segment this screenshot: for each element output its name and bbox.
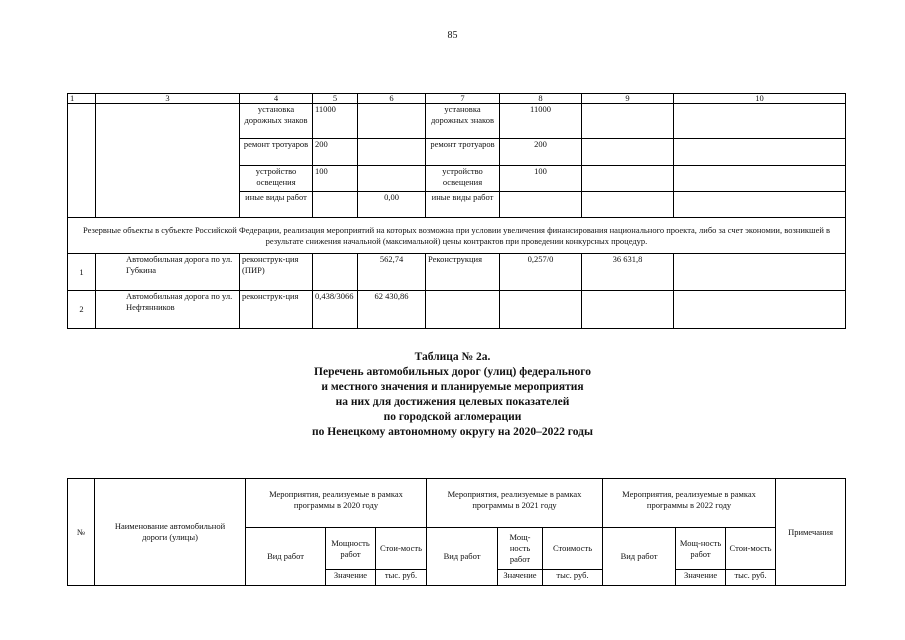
road-name-cell: Автомобильная дорога по ул. Губкина (96, 254, 240, 291)
title-line: и местного значения и планируемые мероприятия (321, 381, 584, 393)
title-line: по городской агломерации (383, 411, 522, 423)
empty-cell (68, 104, 96, 218)
col-number-header: № (68, 479, 95, 586)
unit-rub-header: тыс. руб. (726, 570, 776, 586)
table-row (68, 254, 846, 291)
value-cell (674, 166, 846, 192)
header-cell: 6 (358, 94, 426, 104)
reserve-objects-text: Резервные объекты в субъекте Российской Федерации, реализация мероприятий на которых возможна при условии увеличения финансирования национального проекта, либо за счет экономии, возникшей в результате снижения начальной (максимальной) цены контрактов при проведении конкурсных процедур. (68, 218, 846, 254)
value-cell: 100 (500, 166, 582, 192)
unit-value-header: Значение (326, 570, 376, 586)
header-cell: 4 (240, 94, 313, 104)
table-title (0, 350, 905, 440)
value-cell (358, 139, 426, 166)
table-row (68, 104, 846, 139)
value-cell (674, 291, 846, 329)
work-type-cell: реконструк-ция (ПИР) (240, 254, 313, 291)
value-cell (582, 166, 674, 192)
value-cell: 200 (313, 139, 358, 166)
title-line: Таблица № 2а. (414, 351, 491, 363)
value-cell (358, 104, 426, 139)
cost-header: Стоимость (543, 528, 603, 570)
page-number: 85 (447, 30, 458, 41)
empty-cell (96, 104, 240, 218)
unit-value-header: Значение (498, 570, 543, 586)
value-cell: 0,438/3066 (313, 291, 358, 329)
title-line: на них для достижения целевых показателей (335, 396, 570, 408)
value-cell (674, 254, 846, 291)
work-type-cell: иные виды работ (426, 192, 500, 218)
cost-header: Стои-мость (376, 528, 427, 570)
value-cell: 11000 (313, 104, 358, 139)
value-cell: 0,257/0 (500, 254, 582, 291)
road-name-cell: Автомобильная дорога по ул. Нефтянников (96, 291, 240, 329)
work-type-header: Вид работ (427, 528, 498, 586)
header-cell: 5 (313, 94, 358, 104)
value-cell: 0,00 (358, 192, 426, 218)
value-cell: 562,74 (358, 254, 426, 291)
value-cell (500, 192, 582, 218)
col-notes-header: Примечания (776, 479, 846, 586)
table-row (68, 291, 846, 329)
work-type-cell: установка дорожных знаков (240, 104, 313, 139)
value-cell: 100 (313, 166, 358, 192)
header-cell: 8 (500, 94, 582, 104)
capacity-header: Мощность работ (326, 528, 376, 570)
value-cell (500, 291, 582, 329)
value-cell (674, 192, 846, 218)
header-cell: 10 (674, 94, 846, 104)
value-cell: 200 (500, 139, 582, 166)
value-cell: 62 430,86 (358, 291, 426, 329)
header-cell: 3 (96, 94, 240, 104)
work-type-cell: устройство освещения (240, 166, 313, 192)
group-2020-header: Мероприятия, реализуемые в рамках программы в 2020 году (246, 479, 427, 528)
work-type-cell: установка дорожных знаков (426, 104, 500, 139)
work-type-header: Вид работ (246, 528, 326, 586)
header-cell: 9 (582, 94, 674, 104)
header-cell: 7 (426, 94, 500, 104)
header-cell: 1 (68, 94, 96, 104)
work-type-cell: устройство освещения (426, 166, 500, 192)
value-cell (582, 192, 674, 218)
row-number: 1 (68, 254, 96, 291)
title-line: по Ненецкому автономному округу на 2020–2022 годы (312, 426, 593, 438)
value-cell (358, 166, 426, 192)
value-cell (674, 104, 846, 139)
unit-rub-header: тыс. руб. (376, 570, 427, 586)
value-cell (313, 192, 358, 218)
table-header-row (68, 94, 846, 104)
value-cell (313, 254, 358, 291)
row-number: 2 (68, 291, 96, 329)
work-type-header: Вид работ (603, 528, 676, 586)
work-type-cell: реконструк-ция (240, 291, 313, 329)
value-cell: 11000 (500, 104, 582, 139)
work-type-cell: ремонт тротуаров (426, 139, 500, 166)
group-2022-header: Мероприятия, реализуемые в рамках программы в 2022 году (603, 479, 776, 528)
work-type-cell: ремонт тротуаров (240, 139, 313, 166)
group-2021-header: Мероприятия, реализуемые в рамках программы в 2021 году (427, 479, 603, 528)
value-cell (674, 139, 846, 166)
value-cell (582, 291, 674, 329)
work-type-cell: Реконструкция (426, 254, 500, 291)
col-road-name-header: Наименование автомобильной дороги (улицы) (95, 479, 246, 586)
value-cell (582, 104, 674, 139)
unit-value-header: Значение (676, 570, 726, 586)
unit-rub-header: тыс. руб. (543, 570, 603, 586)
header-row-1 (68, 479, 846, 528)
work-type-cell: иные виды работ (240, 192, 313, 218)
capacity-header: Мощ-ность работ (498, 528, 543, 570)
cost-header: Стои-мость (726, 528, 776, 570)
title-line: Перечень автомобильных дорог (улиц) федерального (314, 366, 591, 378)
capacity-header: Мощ-ность работ (676, 528, 726, 570)
value-cell: 36 631,8 (582, 254, 674, 291)
table-2a-header (67, 478, 846, 586)
reserve-objects-row (68, 218, 846, 254)
value-cell (426, 291, 500, 329)
table-continuation (67, 93, 846, 329)
value-cell (582, 139, 674, 166)
